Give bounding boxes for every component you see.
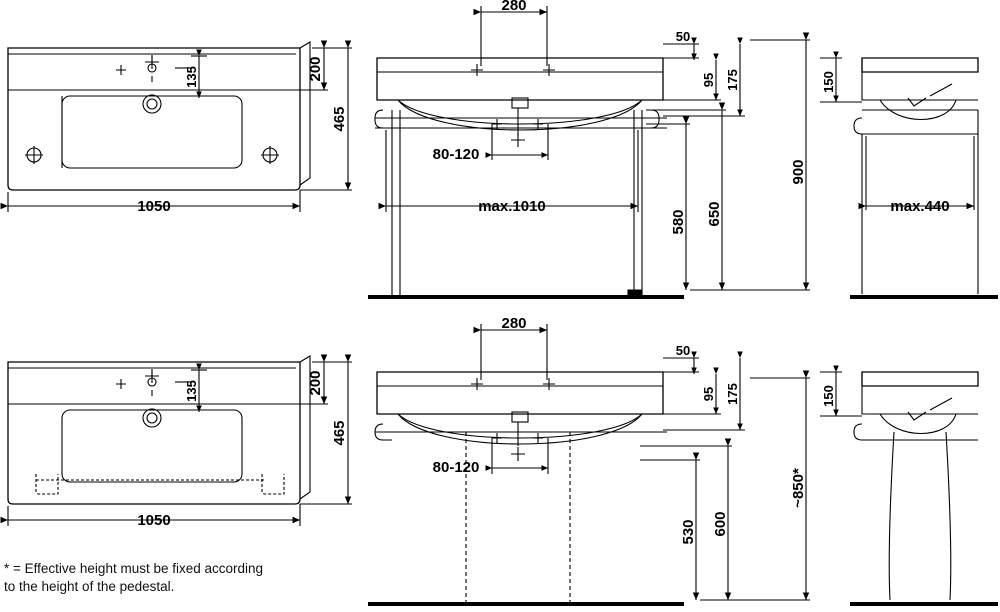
label-top-plan-width: 1050: [137, 198, 171, 215]
label-top-plan-tapback: 200: [307, 56, 324, 82]
bottom-plan-view: [8, 356, 352, 526]
footnote-line-1: * = Effective height must be fixed according: [4, 561, 264, 576]
label-bottom-front-basininner: 95: [701, 386, 716, 402]
label-top-front-basininner: 95: [701, 72, 716, 88]
top-plan-view: [8, 42, 352, 212]
label-top-front-overflow: 50: [675, 29, 691, 44]
label-bottom-plan-tapoffset: 135: [184, 380, 199, 402]
label-bottom-plan-width: 1050: [137, 512, 171, 529]
label-top-side-basinheight: 150: [821, 71, 836, 93]
label-top-plan-depth: 465: [331, 106, 348, 132]
label-bottom-side-basinheight: 150: [821, 385, 836, 407]
label-bottom-front-legheight: 530: [680, 519, 697, 545]
label-top-front-legheight: 580: [670, 209, 687, 235]
label-bottom-front-drainrange: 80-120: [432, 459, 480, 476]
label-bottom-front-tapspacing: 280: [501, 315, 527, 332]
label-top-front-maxwidth: max.1010: [478, 198, 546, 215]
label-bottom-front-bowlheight: 600: [712, 511, 729, 537]
label-top-front-totalheight: 900: [790, 159, 807, 185]
label-top-front-basintotal: 175: [725, 69, 740, 91]
label-bottom-plan-tapback: 200: [307, 370, 324, 396]
label-top-front-tapspacing: 280: [501, 0, 527, 14]
footnote-line-2: to the height of the pedestal.: [4, 579, 175, 595]
label-top-front-drainrange: 80-120: [432, 146, 480, 163]
label-bottom-plan-depth: 465: [331, 420, 348, 446]
label-top-front-bowlheight: 650: [706, 201, 723, 227]
bottom-side-view: [820, 372, 998, 604]
top-side-view: [820, 58, 998, 297]
label-top-plan-tapoffset: 135: [184, 66, 199, 88]
label-bottom-front-basintotal: 175: [725, 383, 740, 405]
label-top-side-maxdepth: max.440: [890, 198, 950, 215]
footnote: [4, 560, 263, 596]
label-bottom-front-totalheight: ~850*: [790, 468, 807, 508]
label-bottom-front-overflow: 50: [675, 343, 691, 358]
